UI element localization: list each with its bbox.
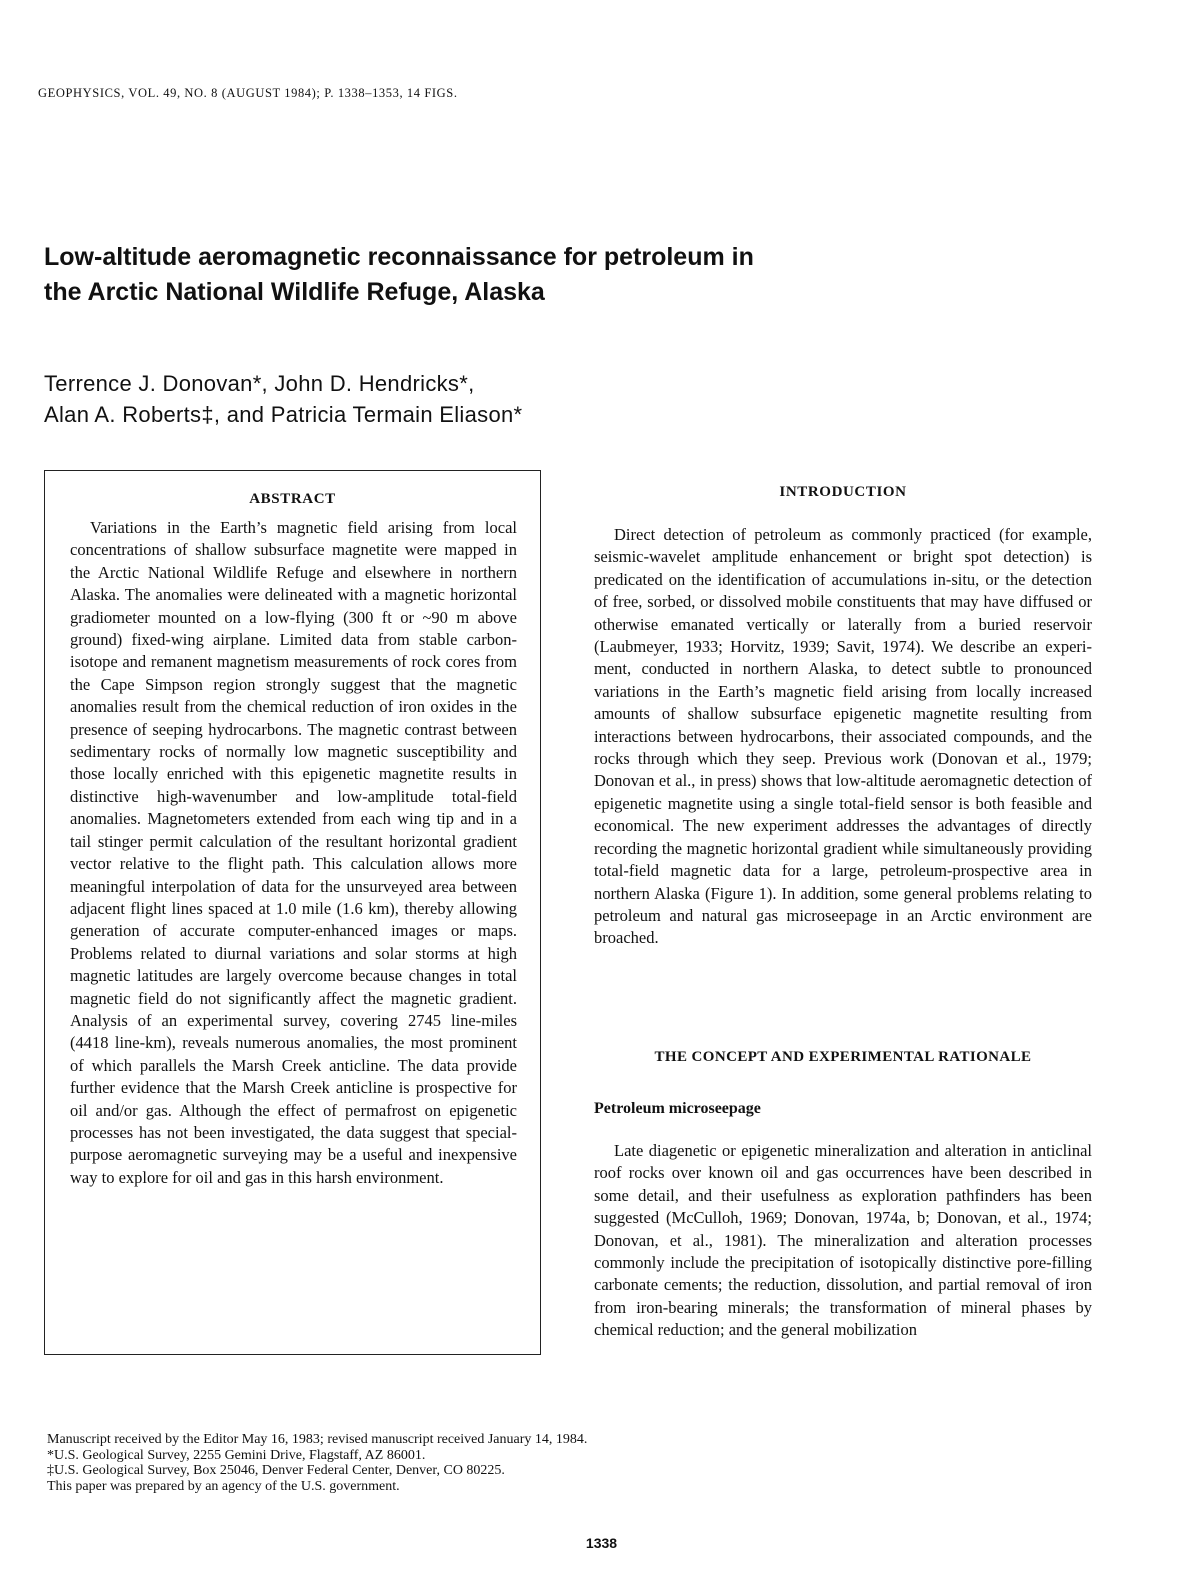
microseepage-subheading: Petroleum microseepage	[594, 1100, 761, 1117]
footnote-affiliation-1: *U.S. Geological Survey, 2255 Gemini Drive, Flagstaff, AZ 86001.	[47, 1447, 426, 1463]
title-line-1: Low-altitude aeromagnetic reconnaissance for petroleum in	[44, 243, 754, 271]
authors-line-2: Alan A. Roberts‡, and Patricia Termain Eliason*	[44, 402, 523, 427]
abstract-box	[44, 470, 541, 1355]
author-list	[44, 368, 804, 430]
introduction-text: Direct detection of petroleum as commonly practiced (for example, seismic-wavelet amplitude enhancement or bright spot detection) is predicated on the identification of accumulations in-situ, or the detection of free, sorbed, or dissolved mobile constituents that may have diffused or otherwise emanated vertically or laterally from a buried reservoir (Laubmeyer, 1933; Horvitz, 1939; Savit, 1974). We describe an experiment, conducted in northern Alaska, to detect subtle to pronounced variations in the Earth’s magnetic field arising from locally increased amounts of shallow subsurface epigenetic magnetite resulting from interactions between hydrocarbons, their associated compounds, and the rocks through which they seep. Previous work (Donovan et al., 1979; Donovan et al., in press) shows that low-altitude aeromagnetic detection of epigenetic magnetite using a single total-field sensor is both feasible and economical. The new experiment addresses the advantages of directly recording the magnetic horizontal gradient while simultaneously providing total-field magnetic data for a large, petroleum-prospective area in northern Alaska (Figure 1). In addition, some general problems relating to petroleum and natural gas microseepage in an Arctic environment are broached.	[594, 525, 1092, 948]
authors-line-1: Terrence J. Donovan*, John D. Hendricks*,	[44, 371, 475, 396]
footnote-government: This paper was prepared by an agency of the U.S. government.	[47, 1478, 400, 1494]
running-head: GEOPHYSICS, VOL. 49, NO. 8 (AUGUST 1984); P. 1338–1353, 14 FIGS.	[38, 86, 458, 100]
introduction-heading: INTRODUCTION	[779, 484, 907, 500]
microseepage-text: Late diagenetic or epigenetic mineralization and alteration in anticlinal roof rocks over known oil and gas occurrences have been described in some detail, and their usefulness as exploration pathfinders has been suggested (McCulloh, 1969; Donovan, 1974a, b; Donovan, et al., 1974; Donovan, et al., 1981). The mineralization and alteration processes commonly include the precipitation of isotopically distinctive pore-filling carbonate cements; the reduction, dissolution, and partial removal of iron from iron-bearing minerals; the transformation of mineral phases by chemical reduction; and the general mobilization	[594, 1141, 1092, 1340]
footnote-affiliation-2: ‡U.S. Geological Survey, Box 25046, Denver Federal Center, Denver, CO 80225.	[47, 1463, 505, 1478]
paper-title	[44, 240, 944, 310]
footnote-received: Manuscript received by the Editor May 16, 1983; revised manuscript received January 14, 1984.	[47, 1432, 588, 1447]
page-number: 1338	[585, 1535, 618, 1551]
title-line-2: the Arctic National Wildlife Refuge, Alaska	[44, 278, 545, 306]
footnotes	[47, 1432, 947, 1494]
abstract-heading: ABSTRACT	[249, 491, 336, 507]
abstract-text: Variations in the Earth’s magnetic field arising from local concentrations of shallow subsurface magnetite were mapped in the Arctic National Wildlife Refuge and elsewhere in northern Alaska. The anomalies were delineated with a magnetic horizontal gradiometer mounted on a low-flying (300 ft or ~90 m above ground) fixed-wing airplane. Limited data from stable carbon-isotope and remanent magnetism measurements of rock cores from the Cape Simpson region strongly suggest that the magnetic anomalies result from the chemical reduction of iron oxides in the presence of seeping hydrocarbons. The magnetic contrast between sedimentary rocks of normally low magnetic susceptibility and those locally enriched with this epigenetic magnetite results in distinctive high-wavenumber and low-amplitude total-field anomalies. Magnetometers extended from each wing tip and in a tail stinger permit calculation of the resultant horizontal gradient vector relative to the flight path. This calculation allows more meaningful interpolation of data for the unsurveyed area between adjacent flight lines spaced at 1.0 mile (1.6 km), thereby allowing generation of accurate computer-enhanced images or maps. Problems related to diurnal variations and solar storms at high magnetic latitudes are largely overcome because changes in total magnetic field do not significantly affect the magnetic gradient. Analysis of an experimental survey, covering 2745 line-miles (4418 line-km), reveals numerous anomalies, the most prominent of which parallels the Marsh Creek anticline. The data provide further evidence that the Marsh Creek anticline is prospective for oil and/or gas. Although the effect of permafrost on epigenetic processes has not been investigated, the data suggest that special-purpose aeromagnetic surveying may be a useful and inexpensive way to explore for oil and gas in this harsh environment.	[70, 518, 517, 1187]
concept-heading: THE CONCEPT AND EXPERIMENTAL RATIONALE	[654, 1049, 1032, 1065]
